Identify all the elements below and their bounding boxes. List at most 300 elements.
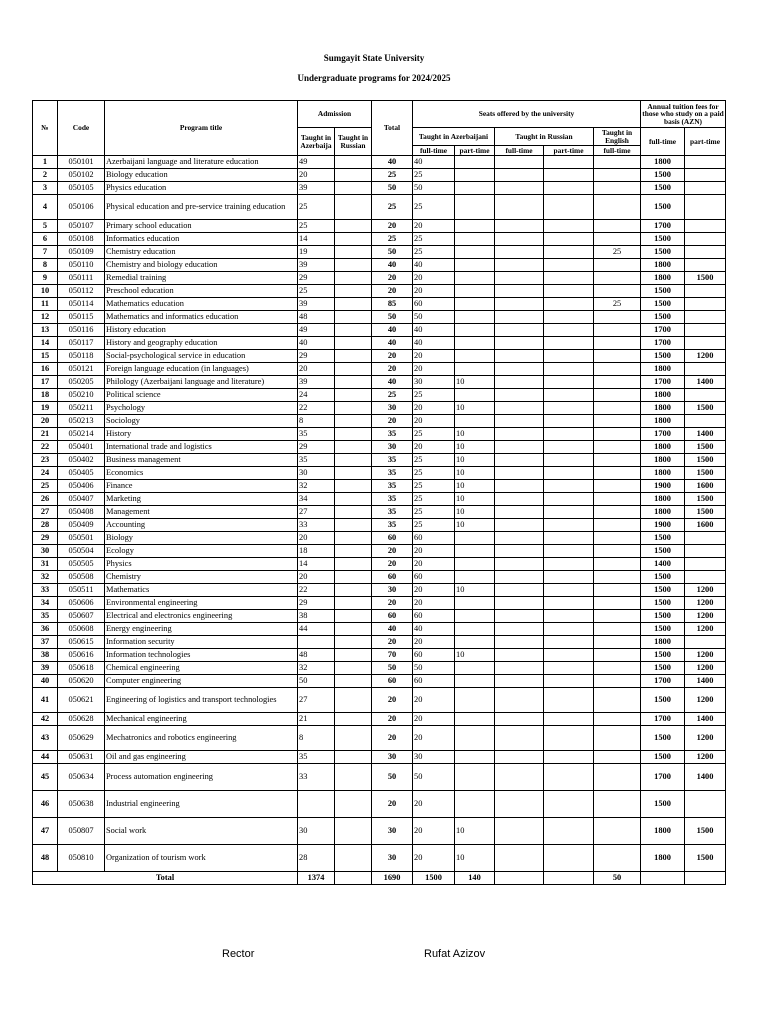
admission-az: 20	[298, 363, 335, 376]
ru-full-time	[495, 376, 544, 389]
az-part-time	[455, 675, 495, 688]
program-title: Industrial engineering	[105, 791, 298, 818]
total-seats: 30	[372, 441, 413, 454]
admission-az: 32	[298, 480, 335, 493]
total-seats: 60	[372, 675, 413, 688]
row-number: 36	[33, 623, 58, 636]
admission-az: 40	[298, 337, 335, 350]
en-full-time	[594, 169, 641, 182]
az-full-time: 25	[413, 480, 455, 493]
program-title: Mathematics and informatics education	[105, 311, 298, 324]
admission-az: 50	[298, 675, 335, 688]
row-number: 18	[33, 389, 58, 402]
fee-full-time: 1800	[641, 389, 685, 402]
az-part-time: 10	[455, 402, 495, 415]
table-row	[33, 182, 726, 195]
fee-part-time: 1500	[685, 818, 726, 845]
ru-part-time	[544, 584, 594, 597]
row-number: 25	[33, 480, 58, 493]
en-full-time	[594, 233, 641, 246]
az-part-time	[455, 558, 495, 571]
admission-ru	[335, 764, 372, 791]
admission-az: 29	[298, 597, 335, 610]
en-full-time	[594, 441, 641, 454]
row-number: 35	[33, 610, 58, 623]
admission-ru	[335, 623, 372, 636]
program-code: 050106	[58, 195, 105, 220]
az-full-time: 40	[413, 156, 455, 169]
fee-part-time: 1200	[685, 610, 726, 623]
ru-part-time	[544, 571, 594, 584]
table-row	[33, 751, 726, 764]
az-part-time	[455, 298, 495, 311]
admission-ru	[335, 246, 372, 259]
fee-part-time	[685, 169, 726, 182]
admission-az: 27	[298, 688, 335, 713]
table-row	[33, 428, 726, 441]
table-row	[33, 532, 726, 545]
en-full-time	[594, 764, 641, 791]
admission-ru	[335, 519, 372, 532]
az-part-time	[455, 233, 495, 246]
ru-full-time	[495, 402, 544, 415]
ru-full-time	[495, 350, 544, 363]
table-row	[33, 259, 726, 272]
en-full-time	[594, 675, 641, 688]
admission-ru	[335, 493, 372, 506]
fee-full-time: 1500	[641, 532, 685, 545]
ru-full-time	[495, 532, 544, 545]
az-full-time: 25	[413, 493, 455, 506]
program-code: 050211	[58, 402, 105, 415]
program-title: Management	[105, 506, 298, 519]
en-full-time	[594, 532, 641, 545]
admission-ru	[335, 311, 372, 324]
admission-az: 21	[298, 713, 335, 726]
fee-full-time: 1500	[641, 169, 685, 182]
ru-full-time	[495, 519, 544, 532]
program-title: Foreign language education (in languages)	[105, 363, 298, 376]
total-seats: 20	[372, 350, 413, 363]
table-row	[33, 376, 726, 389]
az-full-time: 40	[413, 324, 455, 337]
en-full-time	[594, 272, 641, 285]
program-code: 050105	[58, 182, 105, 195]
ru-part-time	[544, 649, 594, 662]
total-seats: 50	[372, 311, 413, 324]
header-ru-full-time: full-time	[495, 146, 544, 156]
program-title: Physics	[105, 558, 298, 571]
ru-full-time	[495, 389, 544, 402]
header-fee-part-time: part-time	[685, 128, 726, 156]
total-seats: 30	[372, 751, 413, 764]
ru-part-time	[544, 324, 594, 337]
ru-part-time	[544, 246, 594, 259]
en-full-time	[594, 195, 641, 220]
az-part-time: 10	[455, 649, 495, 662]
ru-full-time	[495, 597, 544, 610]
fee-full-time: 1500	[641, 623, 685, 636]
az-part-time	[455, 246, 495, 259]
programs-table	[32, 100, 726, 885]
admission-az: 22	[298, 584, 335, 597]
admission-az: 35	[298, 454, 335, 467]
ru-full-time	[495, 220, 544, 233]
az-full-time: 20	[413, 285, 455, 298]
admission-ru	[335, 428, 372, 441]
program-code: 050409	[58, 519, 105, 532]
total-seats: 35	[372, 467, 413, 480]
ru-full-time	[495, 506, 544, 519]
admission-ru	[335, 337, 372, 350]
row-number: 33	[33, 584, 58, 597]
row-number: 48	[33, 845, 58, 872]
totals-az-full-time: 1500	[413, 872, 455, 885]
admission-az: 48	[298, 311, 335, 324]
total-seats: 40	[372, 156, 413, 169]
fee-full-time: 1700	[641, 675, 685, 688]
en-full-time	[594, 649, 641, 662]
az-full-time: 50	[413, 764, 455, 791]
az-part-time: 10	[455, 818, 495, 845]
row-number: 46	[33, 791, 58, 818]
ru-part-time	[544, 402, 594, 415]
admission-az: 25	[298, 195, 335, 220]
az-full-time: 20	[413, 688, 455, 713]
program-code: 050210	[58, 389, 105, 402]
fee-part-time: 1400	[685, 428, 726, 441]
row-number: 3	[33, 182, 58, 195]
admission-az: 20	[298, 532, 335, 545]
az-full-time: 25	[413, 195, 455, 220]
fee-part-time: 1500	[685, 845, 726, 872]
program-code: 050112	[58, 285, 105, 298]
program-code: 050407	[58, 493, 105, 506]
total-seats: 35	[372, 480, 413, 493]
admission-az: 8	[298, 726, 335, 751]
program-title: Information technologies	[105, 649, 298, 662]
totals-ru-full-time	[495, 872, 544, 885]
header-az-part-time: part-time	[455, 146, 495, 156]
az-full-time: 20	[413, 791, 455, 818]
total-seats: 50	[372, 662, 413, 675]
ru-full-time	[495, 818, 544, 845]
header-total: Total	[372, 101, 413, 156]
en-full-time	[594, 428, 641, 441]
az-part-time: 10	[455, 480, 495, 493]
row-number: 22	[33, 441, 58, 454]
admission-ru	[335, 467, 372, 480]
program-code: 050118	[58, 350, 105, 363]
az-part-time: 10	[455, 845, 495, 872]
az-part-time	[455, 688, 495, 713]
fee-part-time: 1500	[685, 441, 726, 454]
totals-label: Total	[33, 872, 298, 885]
en-full-time	[594, 662, 641, 675]
fee-full-time: 1500	[641, 285, 685, 298]
ru-part-time	[544, 751, 594, 764]
document-subtitle: Undergraduate programs for 2024/2025	[297, 73, 451, 83]
ru-part-time	[544, 350, 594, 363]
program-code: 050205	[58, 376, 105, 389]
program-title: Psychology	[105, 402, 298, 415]
fee-part-time: 1500	[685, 467, 726, 480]
fee-part-time: 1600	[685, 519, 726, 532]
program-title: Mechanical engineering	[105, 713, 298, 726]
ru-part-time	[544, 233, 594, 246]
admission-ru	[335, 662, 372, 675]
row-number: 26	[33, 493, 58, 506]
header-adm-ru: Taught in Russian	[335, 128, 372, 156]
admission-ru	[335, 220, 372, 233]
ru-part-time	[544, 467, 594, 480]
fee-full-time: 1500	[641, 791, 685, 818]
program-title: Physics education	[105, 182, 298, 195]
fee-part-time	[685, 220, 726, 233]
ru-full-time	[495, 675, 544, 688]
program-title: Business management	[105, 454, 298, 467]
row-number: 43	[33, 726, 58, 751]
header-seats-en: Taught in English	[594, 128, 641, 146]
total-seats: 85	[372, 298, 413, 311]
program-code: 050629	[58, 726, 105, 751]
en-full-time	[594, 791, 641, 818]
header-az-full-time: full-time	[413, 146, 455, 156]
program-code: 050115	[58, 311, 105, 324]
fee-part-time: 1400	[685, 675, 726, 688]
program-title: Economics	[105, 467, 298, 480]
ru-part-time	[544, 259, 594, 272]
az-full-time: 20	[413, 272, 455, 285]
total-seats: 30	[372, 845, 413, 872]
ru-part-time	[544, 311, 594, 324]
ru-part-time	[544, 389, 594, 402]
ru-part-time	[544, 675, 594, 688]
table-row	[33, 649, 726, 662]
program-title: Preschool education	[105, 285, 298, 298]
admission-az: 44	[298, 623, 335, 636]
fee-full-time: 1800	[641, 272, 685, 285]
az-full-time: 25	[413, 428, 455, 441]
row-number: 32	[33, 571, 58, 584]
table-body	[33, 156, 726, 872]
en-full-time	[594, 156, 641, 169]
az-part-time: 10	[455, 506, 495, 519]
az-part-time	[455, 532, 495, 545]
admission-az: 33	[298, 764, 335, 791]
ru-full-time	[495, 558, 544, 571]
table-row	[33, 246, 726, 259]
total-seats: 35	[372, 519, 413, 532]
admission-ru	[335, 233, 372, 246]
ru-full-time	[495, 688, 544, 713]
az-full-time: 25	[413, 454, 455, 467]
admission-az: 39	[298, 182, 335, 195]
en-full-time	[594, 610, 641, 623]
fee-part-time	[685, 285, 726, 298]
admission-az: 35	[298, 428, 335, 441]
totals-ru-part-time	[544, 872, 594, 885]
program-code: 050810	[58, 845, 105, 872]
az-full-time: 25	[413, 467, 455, 480]
en-full-time	[594, 337, 641, 350]
program-title: Oil and gas engineering	[105, 751, 298, 764]
az-full-time: 60	[413, 649, 455, 662]
en-full-time	[594, 571, 641, 584]
signature-role: Rector	[222, 948, 255, 960]
program-code: 050508	[58, 571, 105, 584]
total-seats: 40	[372, 623, 413, 636]
ru-full-time	[495, 636, 544, 649]
admission-ru	[335, 350, 372, 363]
az-part-time: 10	[455, 441, 495, 454]
header-seats-az: Taught in Azerbaijani	[413, 128, 495, 146]
az-part-time	[455, 662, 495, 675]
program-title: Information security	[105, 636, 298, 649]
az-full-time: 20	[413, 726, 455, 751]
ru-full-time	[495, 428, 544, 441]
program-title: Ecology	[105, 545, 298, 558]
az-part-time	[455, 571, 495, 584]
admission-az: 25	[298, 220, 335, 233]
program-code: 050117	[58, 337, 105, 350]
program-code: 050620	[58, 675, 105, 688]
admission-az: 8	[298, 415, 335, 428]
admission-az: 18	[298, 545, 335, 558]
en-full-time	[594, 751, 641, 764]
fee-full-time: 1500	[641, 662, 685, 675]
fee-full-time: 1800	[641, 506, 685, 519]
total-seats: 50	[372, 182, 413, 195]
row-number: 37	[33, 636, 58, 649]
fee-full-time: 1500	[641, 350, 685, 363]
row-number: 27	[33, 506, 58, 519]
table-row	[33, 233, 726, 246]
program-title: Social work	[105, 818, 298, 845]
ru-part-time	[544, 558, 594, 571]
az-part-time	[455, 311, 495, 324]
university-heading: Sumgayit State University	[323, 53, 425, 63]
program-code: 050628	[58, 713, 105, 726]
row-number: 17	[33, 376, 58, 389]
admission-ru	[335, 324, 372, 337]
table-row	[33, 363, 726, 376]
table-row	[33, 571, 726, 584]
fee-full-time: 1400	[641, 558, 685, 571]
header-seats: Seats offered by the university	[413, 101, 641, 128]
row-number: 20	[33, 415, 58, 428]
fee-full-time: 1500	[641, 195, 685, 220]
total-seats: 35	[372, 428, 413, 441]
total-seats: 30	[372, 818, 413, 845]
az-full-time: 25	[413, 169, 455, 182]
ru-part-time	[544, 662, 594, 675]
en-full-time	[594, 506, 641, 519]
totals-adm-ru	[335, 872, 372, 885]
row-number: 11	[33, 298, 58, 311]
program-title: Mathematics	[105, 584, 298, 597]
admission-ru	[335, 818, 372, 845]
ru-part-time	[544, 156, 594, 169]
program-title: Primary school education	[105, 220, 298, 233]
fee-full-time: 1900	[641, 480, 685, 493]
program-code: 050616	[58, 649, 105, 662]
fee-part-time: 1200	[685, 350, 726, 363]
table-row	[33, 324, 726, 337]
table-row	[33, 285, 726, 298]
row-number: 28	[33, 519, 58, 532]
ru-part-time	[544, 506, 594, 519]
row-number: 29	[33, 532, 58, 545]
program-title: Mathematics education	[105, 298, 298, 311]
fee-full-time: 1700	[641, 324, 685, 337]
az-part-time: 10	[455, 454, 495, 467]
program-code: 050618	[58, 662, 105, 675]
en-full-time	[594, 467, 641, 480]
ru-part-time	[544, 545, 594, 558]
total-seats: 50	[372, 246, 413, 259]
az-part-time	[455, 350, 495, 363]
admission-ru	[335, 649, 372, 662]
fee-part-time: 1200	[685, 649, 726, 662]
program-title: Biology education	[105, 169, 298, 182]
fee-part-time	[685, 558, 726, 571]
table-row	[33, 467, 726, 480]
admission-ru	[335, 441, 372, 454]
program-title: Azerbaijani language and literature education	[105, 156, 298, 169]
table-row	[33, 688, 726, 713]
az-part-time: 10	[455, 428, 495, 441]
total-seats: 20	[372, 415, 413, 428]
fee-part-time	[685, 337, 726, 350]
admission-ru	[335, 726, 372, 751]
az-full-time: 60	[413, 298, 455, 311]
table-row	[33, 545, 726, 558]
program-title: Biology	[105, 532, 298, 545]
ru-full-time	[495, 233, 544, 246]
en-full-time	[594, 454, 641, 467]
en-full-time	[594, 636, 641, 649]
fee-part-time: 1500	[685, 506, 726, 519]
ru-full-time	[495, 272, 544, 285]
en-full-time	[594, 480, 641, 493]
ru-part-time	[544, 195, 594, 220]
row-number: 44	[33, 751, 58, 764]
total-seats: 25	[372, 389, 413, 402]
admission-ru	[335, 389, 372, 402]
ru-full-time	[495, 584, 544, 597]
az-full-time: 25	[413, 519, 455, 532]
az-full-time: 20	[413, 220, 455, 233]
ru-part-time	[544, 713, 594, 726]
az-part-time	[455, 791, 495, 818]
admission-ru	[335, 454, 372, 467]
row-number: 10	[33, 285, 58, 298]
total-seats: 20	[372, 272, 413, 285]
fee-part-time: 1200	[685, 688, 726, 713]
program-code: 050631	[58, 751, 105, 764]
row-number: 9	[33, 272, 58, 285]
fee-full-time: 1800	[641, 441, 685, 454]
az-full-time: 20	[413, 350, 455, 363]
ru-part-time	[544, 791, 594, 818]
header-ru-part-time: part-time	[544, 146, 594, 156]
fee-part-time: 1200	[685, 751, 726, 764]
fee-part-time: 1200	[685, 726, 726, 751]
az-full-time: 20	[413, 415, 455, 428]
total-seats: 30	[372, 402, 413, 415]
en-full-time	[594, 324, 641, 337]
